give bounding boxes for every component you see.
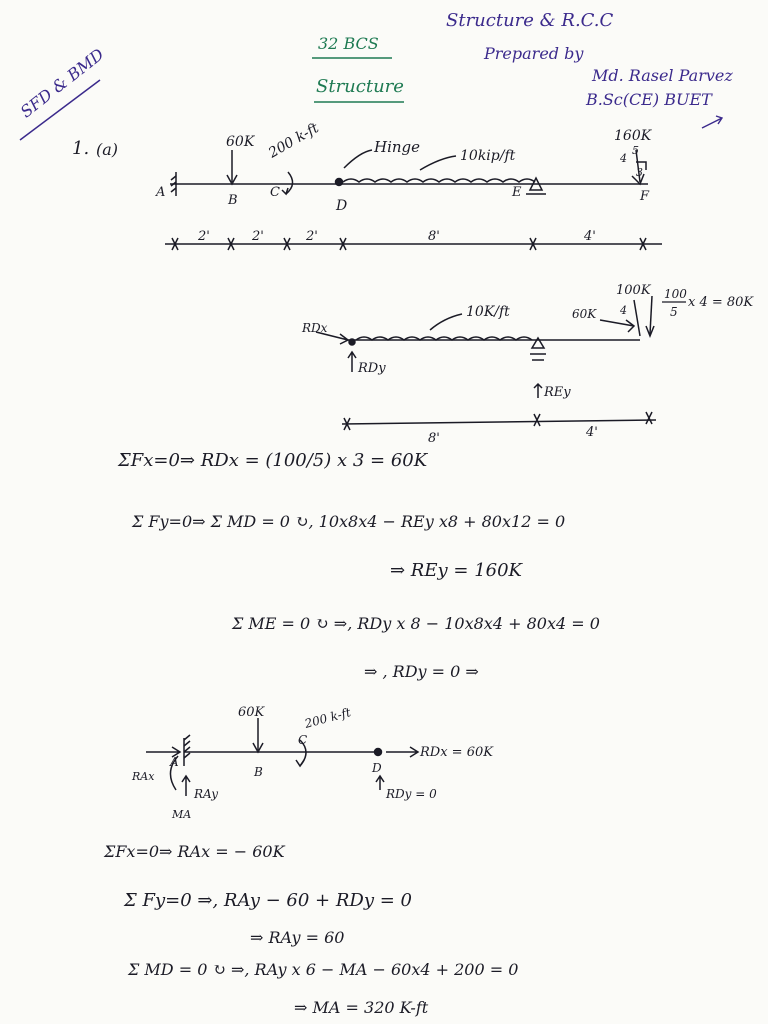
RAx-label: RAx: [132, 770, 155, 783]
RDy-value-3: RDy = 0: [386, 787, 437, 801]
vertical-component-arrow: [650, 296, 652, 334]
dim-DE-2: 8': [428, 431, 440, 446]
RAy-arrow: [182, 776, 190, 796]
side-topic: SFD & BMD: [16, 44, 108, 122]
hinge-label: Hinge: [374, 138, 421, 156]
equation-1: ΣFx=0⇒ RDx = (100/5) x 3 = 60K: [118, 450, 428, 471]
moment-C-value: 200 k-ft: [266, 120, 322, 162]
equation-6: ΣFx=0⇒ RAx = − 60K: [104, 842, 285, 861]
udl-pointer: [420, 156, 456, 170]
label-D: D: [336, 198, 348, 214]
dimension-line-2: [342, 420, 656, 424]
slope-4: 4: [620, 152, 627, 165]
author-name: Md. Rasel Parvez: [592, 66, 733, 85]
dim-BC: 2': [252, 229, 264, 244]
slope-5: 5: [632, 144, 639, 157]
label-B: B: [228, 193, 238, 208]
udl-pointer-2: [430, 314, 462, 330]
hinge-pointer: [344, 150, 372, 168]
slope-4-2: 4: [620, 304, 627, 317]
dim-EF: 4': [584, 229, 596, 244]
label-A-3: A: [170, 755, 179, 769]
equation-9: Σ MD = 0 ↻ ⇒, RAy x 6 − MA − 60x4 + 200 = 0: [128, 960, 519, 979]
dim-AB: 2': [198, 229, 210, 244]
load-B-value-3: 60K: [238, 705, 265, 720]
equation-4: Σ ME = 0 ↻ ⇒, RDy x 8 − 10x8x4 + 80x4 = 0: [232, 614, 600, 633]
load-F-value-2: 100K: [616, 283, 651, 298]
udl-value: 10kip/ft: [460, 148, 516, 164]
load-B-value: 60K: [226, 134, 255, 150]
dim-CD: 2': [306, 229, 318, 244]
equation-10: ⇒ MA = 320 K-ft: [294, 998, 429, 1017]
hinge-D-3: [375, 749, 382, 756]
label-F: F: [640, 189, 650, 204]
RDy-label: RDy: [358, 361, 386, 376]
equation-8: ⇒ RAy = 60: [250, 928, 345, 947]
RDx-label: RDx: [302, 321, 328, 335]
course-label: 32 BCS: [318, 34, 379, 53]
load-F-value: 160K: [614, 128, 652, 144]
horizontal-component: 60K: [572, 307, 597, 321]
dim-EF-2: 4': [586, 425, 598, 440]
label-E: E: [512, 185, 522, 200]
equation-2: Σ Fy=0⇒ Σ MD = 0 ↻, 10x8x4 − REy x8 + 80x12 = 0: [132, 512, 566, 531]
label-C-3: C: [298, 733, 308, 747]
side-topic-underline: [20, 80, 100, 140]
RDx-arrow-3: [386, 747, 418, 757]
tick-mark-icon: [702, 116, 722, 128]
slope-3: 3: [636, 166, 643, 179]
hinge-D: [336, 179, 343, 186]
equation-3: ⇒ REy = 160K: [390, 560, 522, 581]
beam-diagram-3: [146, 718, 418, 796]
label-B-3: B: [254, 765, 263, 779]
MA-label: MA: [172, 808, 192, 821]
problem-part: (a): [96, 140, 119, 159]
vert-numerator: 100: [664, 287, 687, 301]
moment-C-value-3: 200 k-ft: [303, 705, 353, 731]
udl-wave: [343, 179, 535, 182]
subject-label: Structure: [316, 76, 404, 97]
prepared-by-label: Prepared by: [484, 44, 584, 63]
author-degree: B.Sc(CE) BUET: [586, 90, 712, 109]
RDx-value-3: RDx = 60K: [420, 745, 493, 760]
RDy-arrow: [348, 352, 356, 372]
vert-denominator: 5: [670, 305, 678, 319]
label-D-3: D: [372, 761, 382, 775]
REy-label: REy: [544, 385, 571, 400]
vertical-component-calc: x 4 = 80K: [688, 295, 754, 310]
equation-5: ⇒ , RDy = 0 ⇒: [364, 662, 479, 681]
RAy-label: RAy: [194, 787, 218, 801]
label-A: A: [156, 185, 166, 200]
dim-DE: 8': [428, 229, 440, 244]
document-title: Structure & R.C.C: [446, 10, 614, 31]
udl-value-2: 10K/ft: [466, 304, 510, 320]
REy-arrow: [534, 384, 542, 398]
RDy-arrow-3: [376, 776, 384, 790]
problem-number: 1.: [72, 138, 90, 159]
inclined-load-2: [634, 300, 640, 336]
equation-7: Σ Fy=0 ⇒, RAy − 60 + RDy = 0: [124, 890, 412, 911]
label-C: C: [270, 185, 280, 200]
